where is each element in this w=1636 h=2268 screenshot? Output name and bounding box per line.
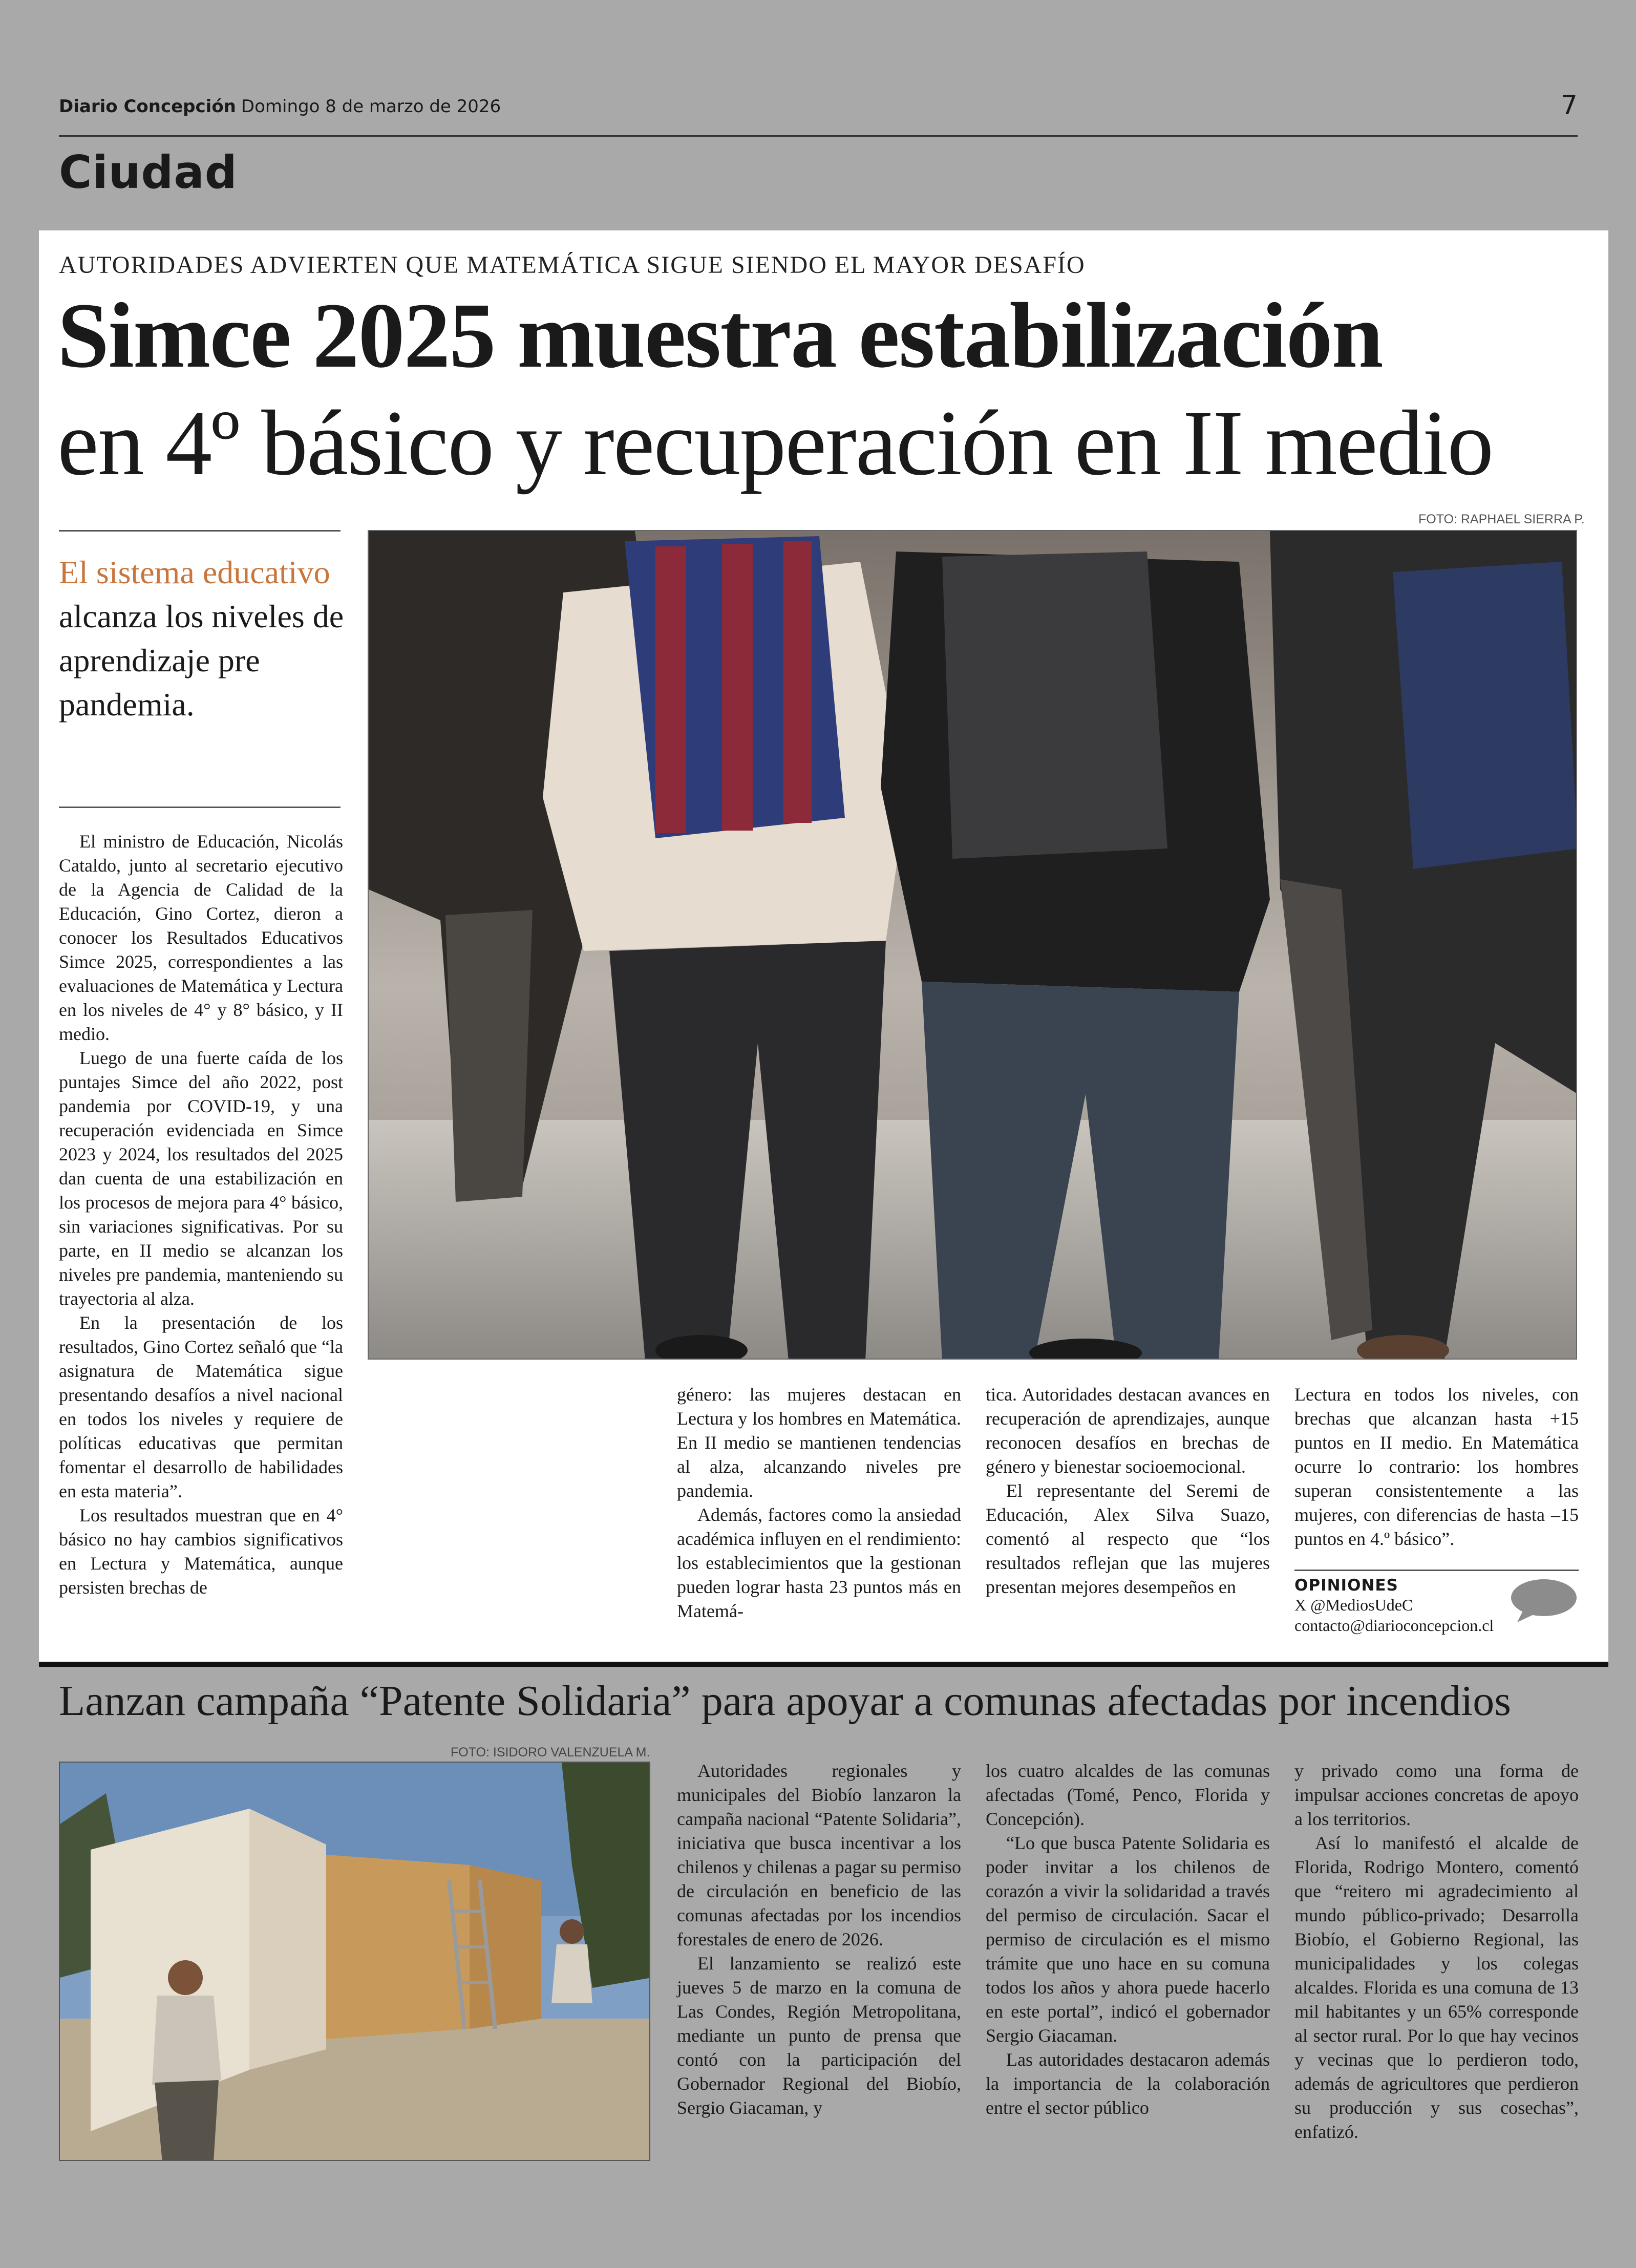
second-headline: Lanzan campaña “Patente Solidaria” para apoyar a comunas afectadas por incendios [59, 1677, 1511, 1725]
article-column-2 [677, 1383, 961, 1623]
paragraph: “Lo que busca Patente Solidaria es poder invitar a los chilenos de corazón a vivir la solidaridad a través del permiso de circulación. Sacar el permiso de circulación es el mismo trámite que uno hace en su comuna todos los años y ahora puede hacerlo en este portal”, indicó el gobernador Sergio Giacaman. [986, 1833, 1270, 2046]
paragraph: En la presentación de los resultados, Gino Cortez señaló que “la asignatura de Matemática sigue presentando desafíos a nivel nacional en todos los niveles y requiere de políticas educativas que permitan fomentar el desarrollo de habilidades en esta materia”. [59, 1312, 343, 1501]
social-handle[interactable]: X @MediosUdeC [1294, 1596, 1413, 1614]
paragraph: género: las mujeres destacan en Lectura y los hombres en Matemática. En II medio se mantienen tendencias al alza, alcanzando niveles pre pandemia. [677, 1384, 961, 1501]
headline-line-1: Simce 2025 muestra estabilización [57, 284, 1383, 387]
paragraph: los cuatro alcaldes de las comunas afectadas (Tomé, Penco, Florida y Concepción). [986, 1761, 1270, 1829]
paragraph: Luego de una fuerte caída de los puntajes Simce del año 2022, post pandemia por COVID-19, y una recuperación evidenciada en Simce 2023 y 2024, los resultados del 2025 dan cuenta de una estabilización en los procesos de mejora para 4° básico, sin variaciones significativas. Por su parte, en II medio se alcanzan los niveles pre pandemia, manteniendo su trayectoria al alza. [59, 1048, 343, 1309]
page-header [59, 90, 1578, 137]
page-number: 7 [1560, 90, 1578, 121]
paragraph: tica. Autoridades destacan avances en recuperación de aprendizajes, aunque reconocen desafíos en brechas de género y bienestar socioemocional. [986, 1384, 1270, 1477]
paragraph: y privado como una forma de impulsar acciones concretas de apoyo a los territorios. [1294, 1761, 1579, 1829]
article2-column-2 [986, 1759, 1270, 2120]
lead-rule-bottom [59, 807, 341, 808]
photo-credit-2: FOTO: ISIDORO VALENZUELA M. [451, 1745, 650, 1760]
contact-email[interactable]: contacto@diarioconcepcion.cl [1294, 1616, 1494, 1635]
lead-highlight: El sistema educativo [59, 554, 330, 590]
paragraph: Además, factores como la ansiedad académica influyen en el rendimiento: los establecimientos que la gestionan pueden lograr hasta 23 puntos más en Matemá- [677, 1504, 961, 1621]
house-construction-photo [59, 1762, 650, 2161]
article-column-3 [986, 1383, 1270, 1599]
headline-line-2: en 4º básico y recuperación en II medio [57, 392, 1493, 495]
lead-text: alcanza los niveles de aprendizaje pre pandemia. [59, 598, 344, 723]
paragraph: El representante del Seremi de Educación, Alex Silva Suazo, comentó al respecto que “los resultados reflejan que las mujeres presentan mejores desempeños en [986, 1480, 1270, 1597]
article-column-4 [1294, 1383, 1579, 1551]
article2-column-1 [677, 1759, 961, 2120]
lead-rule-top [59, 530, 341, 532]
article-kicker: AUTORIDADES ADVIERTEN QUE MATEMÁTICA SIGUE SIENDO EL MAYOR DESAFÍO [59, 251, 1086, 279]
paragraph: Los resultados muestran que en 4° básico no hay cambios significativos en Lectura y Matemática, aunque persisten brechas de [59, 1505, 343, 1598]
students-backpacks-illustration [369, 531, 1577, 1360]
article-column-1 [59, 830, 343, 1600]
paragraph: Lectura en todos los niveles, con brechas que alcanzan hasta +15 puntos en II medio. En Matemática ocurre lo contrario: los hombres superan consistentemente a las mujeres, con diferencias de hasta –15 puntos en 4.º básico”. [1294, 1384, 1579, 1549]
newspaper-name: Diario Concepción [59, 96, 236, 117]
issue-date: Domingo 8 de marzo de 2026 [241, 96, 501, 117]
paragraph: Autoridades regionales y municipales del Biobío lanzaron la campaña nacional “Patente Solidaria”, iniciativa que busca incentivar a los chilenos y chilenas a pagar su permiso de circulación en beneficio de las comunas afectadas por los incendios forestales de enero de 2026. [677, 1761, 961, 1949]
paragraph: El lanzamiento se realizó este jueves 5 de marzo en la comuna de Las Condes, Región Metropolitana, mediante un punto de prensa que contó con la participación del Gobernador Regional del Biobío, Sergio Giacaman, y [677, 1953, 961, 2118]
article2-column-3 [1294, 1759, 1579, 2144]
opinions-title: OPINIONES [1294, 1576, 1398, 1595]
students-photo [368, 530, 1577, 1360]
paragraph: Las autoridades destacaron además la importancia de la colaboración entre el sector público [986, 2049, 1270, 2118]
article-divider [39, 1662, 1608, 1667]
paragraph: El ministro de Educación, Nicolás Cataldo, junto al secretario ejecutivo de la Agencia de Calidad de la Educación, Gino Cortez, dieron a conocer los Resultados Educativos Simce 2025, correspondientes a las evaluaciones de Matemática y Lectura en los niveles de 4° y 8° básico, y II medio. [59, 831, 343, 1044]
article-lead [59, 550, 346, 727]
paragraph: Así lo manifestó el alcalde de Florida, Rodrigo Montero, comentó que “reitero mi agradecimiento al mundo público-privado; Desarrolla Biobío, el Gobierno Regional, las municipalidades y los colegas alcaldes. Florida es una comuna de 13 mil habitantes y un 65% corresponde al sector rural. Por lo que hay vecinos y vecinas que lo perdieron todo, además de agricultores que perdieron su producción y sus cosechas”, enfatizó. [1294, 1833, 1579, 2142]
photo-credit: FOTO: RAPHAEL SIERRA P. [1418, 512, 1585, 526]
speech-bubble-icon [1508, 1577, 1578, 1623]
section-title: Ciudad [59, 146, 238, 199]
construction-illustration [60, 1763, 650, 2161]
